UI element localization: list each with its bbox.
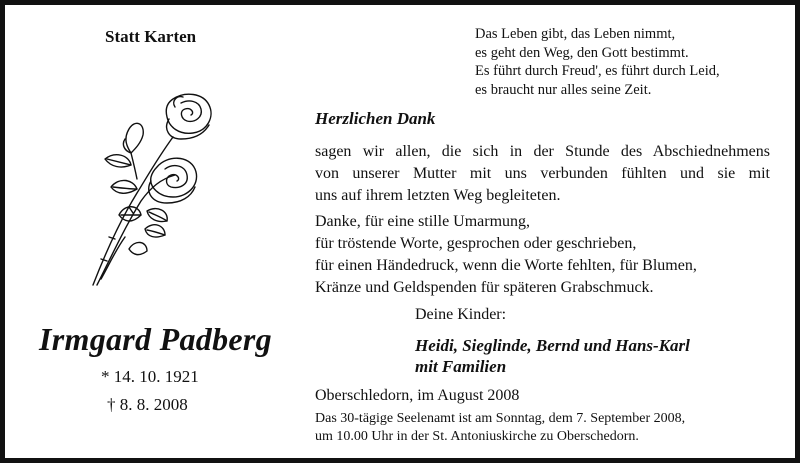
poem-line: es braucht nur alles seine Zeit. bbox=[475, 81, 652, 98]
paragraph-line: für einen Händedruck, wenn die Worte fehlten, für Blumen, bbox=[315, 257, 697, 274]
thanks-paragraph-1 bbox=[315, 141, 770, 207]
death-date: † 8. 8. 2008 bbox=[107, 395, 188, 414]
paragraph-line: für tröstende Worte, gesprochen oder geschrieben, bbox=[315, 235, 637, 252]
birth-date: * 14. 10. 1921 bbox=[101, 367, 199, 386]
poem bbox=[475, 25, 720, 99]
family-label: Deine Kinder: bbox=[415, 306, 507, 323]
paragraph-line: Kränze und Geldspenden für späteren Grabschmuck. bbox=[315, 279, 654, 296]
paragraph-line: Danke, für eine stille Umarmung, bbox=[315, 213, 531, 230]
poem-line: Es führt durch Freud', es führt durch Leid, bbox=[475, 63, 720, 79]
notice-line: Das 30-tägige Seelenamt ist am Sonntag, dem 7. September 2008, bbox=[315, 411, 686, 426]
memorial-service-notice bbox=[315, 410, 685, 446]
deceased-name: Irmgard Padberg bbox=[39, 321, 272, 357]
notice-line: um 10.00 Uhr in der St. Antoniuskirche zu Oberschedorn. bbox=[315, 429, 639, 444]
thanks-heading: Herzlichen Dank bbox=[315, 109, 436, 128]
statt-karten-label: Statt Karten bbox=[105, 27, 197, 46]
poem-line: es geht den Weg, den Gott bestimmt. bbox=[475, 44, 689, 61]
paragraph-line: von unserer Mutter mit uns verbunden fühlten und sie mit bbox=[315, 165, 770, 182]
family-names-line: Heidi, Sieglinde, Bernd und Hans-Karl bbox=[415, 336, 690, 355]
paragraph-line: uns auf ihrem letzten Weg begleiteten. bbox=[315, 187, 561, 204]
family-names-line: mit Familien bbox=[415, 357, 507, 376]
thanks-paragraph-2 bbox=[315, 211, 697, 299]
family-names bbox=[415, 335, 690, 377]
paragraph-line: sagen wir allen, die sich in der Stunde des Abschiednehmens bbox=[315, 143, 770, 160]
poem-line: Das Leben gibt, das Leben nimmt, bbox=[475, 26, 676, 42]
rose-illustration bbox=[85, 89, 225, 289]
place-and-date: Oberschledorn, im August 2008 bbox=[315, 387, 520, 404]
